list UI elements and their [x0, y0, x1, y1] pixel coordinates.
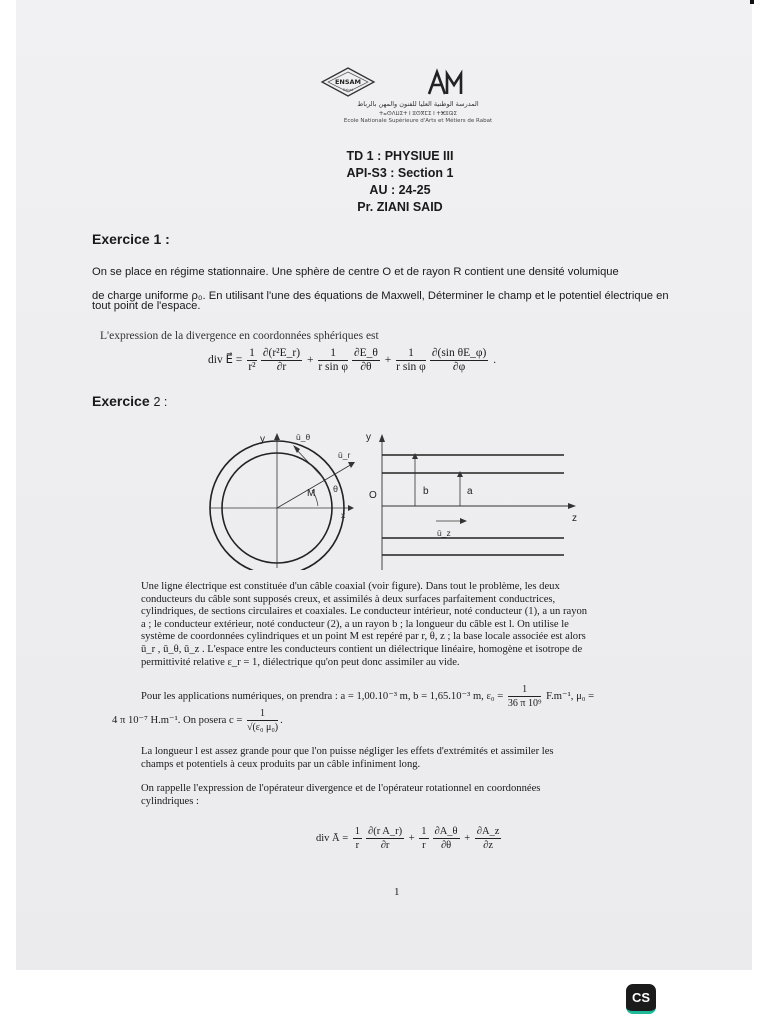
fraction: $\frac{1}{\text{r sin φ}}$ [396, 347, 426, 373]
ensam-logo [318, 66, 378, 98]
paragraph-line: champs et potentiels à ceux produits par un câble infiniment long. [141, 758, 421, 770]
label-theta: θ [333, 484, 339, 494]
paragraph-line: ū_r , ū_θ, ū_z . L'espace entre les conducteurs contient un diélectrique linéaire, homogène et isotrope de [141, 643, 583, 655]
exercise2-paragraph2 [141, 746, 652, 771]
exercise1-statement-line1: On se place en régime stationnaire. Une sphère de centre O et de rayon R contient une densité volumique [92, 266, 619, 278]
numeric-values-line: Pour les applications numériques, on prendra : a = 1,00.10⁻³ m, b = 1,65.10⁻³ m, ε₀ = $\frac{1}{\text{36 π 10⁹}}$ F.m⁻¹, μ₀ = [141, 684, 595, 709]
title-year: AU : 24-25 [369, 183, 431, 197]
paragraph-line: système de coordonnées cylindriques et un point M est repéré par r, θ, z ; la base locale associée est alors [141, 631, 586, 643]
fraction: $\frac{1}{\text{r²}}$ [248, 347, 256, 373]
header-logos [318, 66, 518, 126]
title-section: API-S3 : Section 1 [346, 166, 454, 180]
coaxial-cable-figure [200, 428, 590, 570]
title-block [250, 148, 550, 216]
exercise1-heading: Exercice 1 : [92, 231, 170, 247]
paragraph-line: La longueur l est assez grande pour que l'on puisse négliger les effets d'extrémités et assimiler les [141, 746, 554, 757]
title-course: TD 1 : PHYSIUE III [346, 149, 454, 163]
label-u-z: ū_z [437, 528, 451, 538]
label-O: O [369, 490, 377, 501]
fraction: $\frac{\partial A\_\theta}{\partial\theta}$ [434, 826, 458, 851]
label-u-theta: ū_θ [296, 432, 311, 442]
epsilon-fraction: $\frac{1}{\text{36 π 10⁹}}$ [507, 684, 542, 709]
paragraph-line: Une ligne électrique est constituée d'un câble coaxial (voir figure). Dans tout le problème, les deux [141, 581, 560, 592]
divergence-note: L'expression de la divergence en coordonnées sphériques est [100, 330, 379, 342]
label-a: a [467, 486, 473, 497]
paragraph-line: conducteurs du câble sont supposés creux, et assimilés à deux surfaces parfaitement conductrices, [141, 593, 556, 605]
paragraph-line: cylindriques : [141, 795, 199, 807]
arabic-institution-name: المدرسة الوطنية العليا للفنون والمهن بالرباط [357, 100, 479, 108]
exercise2-heading: Exercice 2 : [92, 393, 168, 409]
fraction: $\frac{1}{r}$ [421, 826, 427, 851]
label-y-left: y [260, 434, 265, 445]
label-u-r: ū_r [338, 450, 351, 460]
fraction: $\frac{\text{∂(r A\_r)}}{\partial r}$ [368, 826, 403, 851]
fraction: $\frac{1}{r}$ [354, 826, 361, 851]
exercise2-paragraph1 [141, 581, 652, 669]
mu-line: 4 π 10⁻⁷ H.m⁻¹. On posera c = $\frac{1}{\text{√(ε₀ μ₀)}}$ . [112, 708, 283, 733]
fraction: $\frac{1}{\text{r sin φ}}$ [318, 347, 348, 373]
fraction: $\frac{\partial E\_\theta}{\partial\theta}$ [353, 347, 378, 373]
c-fraction: $\frac{1}{\text{√(ε₀ μ₀)}}$ [246, 708, 279, 733]
cylindrical-divergence-formula: div Ā = $\frac{1}{r}$ $\frac{\text{∂(r A\_r)}}{\partial r}$ + $\frac{1}{r}$ $\frac{\partial A\_\theta}{\partial\theta}$ + $\frac{\partial A\_z}{\partial z}$ [316, 826, 500, 851]
ensam-logo-sub: Rabat [342, 88, 354, 92]
label-b: b [423, 486, 429, 497]
paragraph-line: On rappelle l'expression de l'opérateur divergence et de l'opérateur rotationnel en coordonnées [141, 783, 541, 794]
label-x: x [341, 510, 346, 520]
page-corner-mark [750, 0, 754, 4]
label-z: z [572, 513, 577, 524]
div-e-lhs: div E⃗ = [208, 354, 243, 367]
label-M: M [307, 488, 316, 499]
fraction: $\frac{\text{∂(sin θE\_φ)}}{\partial\varphi}$ [431, 347, 487, 373]
spherical-divergence-formula: div E⃗ = $\frac{1}{\text{r²}}$ $\frac{\text{∂(r²E\_r)}}{\partial r}$ + $\frac{1}{\text{r sin φ}}$ $\frac{\partial E\_\theta}{\partial\theta}$ + $\frac{1}{\text{r sin φ}}$ $\frac{\text{∂(sin θE\_φ)}}{\partial\varphi}$ . [208, 347, 497, 373]
paragraph-line: a ; le conducteur extérieur, noté conducteur (2), a un rayon b ; la longueur du câble est l. On utilise le [141, 618, 569, 630]
tifinagh-institution-name: ⵜⴰⵙⴷⵡⵉⵜ ⵏ ⵓⵙⴳⵎⵉ ⵏ ⵜⵥⵓⵕⵉ [379, 111, 457, 117]
am-logo-text: AM [426, 68, 428, 69]
exercise1-statement-line3: tout point de l'espace. [92, 300, 201, 312]
title-professor: Pr. ZIANI SAID [357, 200, 443, 214]
camscanner-badge: CS [626, 984, 656, 1014]
label-y-right: y [366, 432, 371, 443]
page-number: 1 [394, 886, 400, 898]
latin-institution-name: Ecole Nationale Supérieure d'Arts et Métiers de Rabat [343, 118, 493, 124]
paragraph-line: permittivité relative ε_r = 1, diélectrique qu'on peut donc assimiler au vide. [141, 656, 460, 668]
fraction: $\frac{\partial A\_z}{\partial z}$ [476, 826, 500, 851]
ensam-logo-text: ENSAM [334, 78, 362, 86]
fraction: $\frac{\text{∂(r²E\_r)}}{\partial r}$ [262, 347, 301, 373]
paragraph-line: cylindriques, de sections circulaires et coaxiales. Le conducteur intérieur, noté conducteur (1), a un rayon [141, 606, 588, 618]
exercise2-paragraph3 [141, 783, 652, 808]
exercise1-statement-line2: de charge uniforme ρ₀. En utilisant l'une des équations de Maxwell, Déterminer le champ et le potentiel électrique en [92, 290, 669, 302]
am-logo [426, 68, 466, 98]
